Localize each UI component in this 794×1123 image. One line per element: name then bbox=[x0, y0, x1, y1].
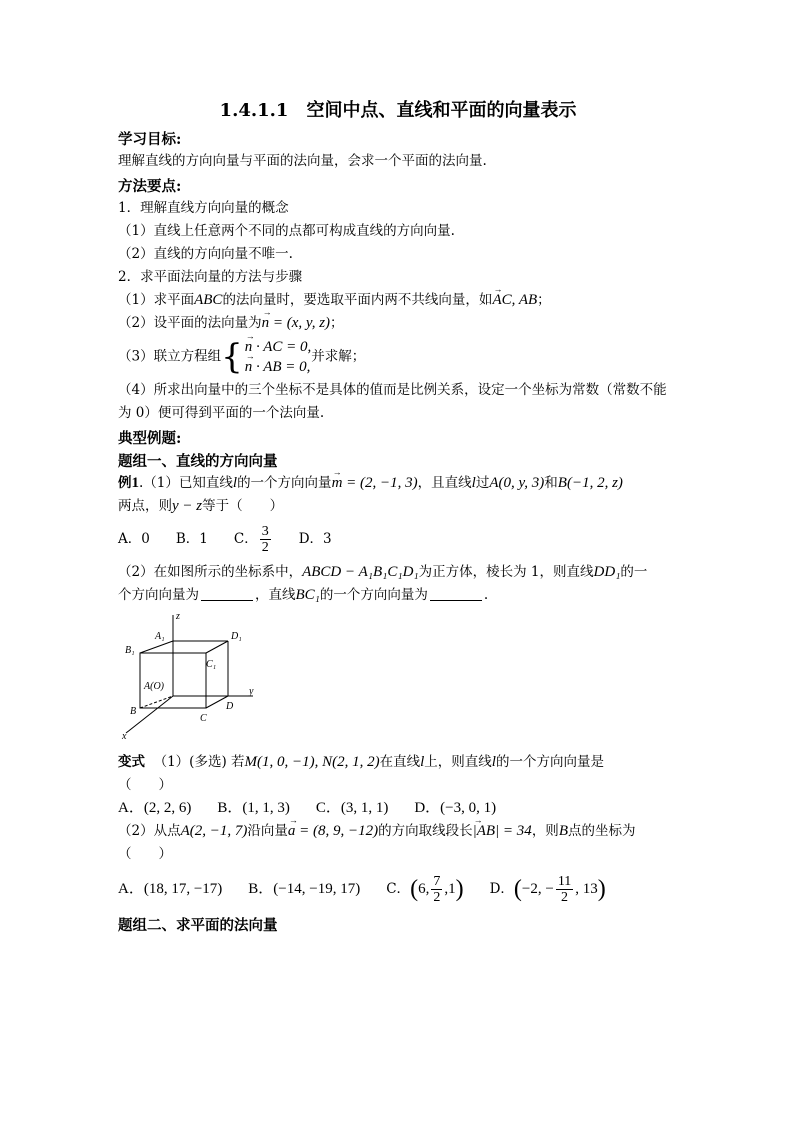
answer-blank-1[interactable] bbox=[201, 600, 253, 601]
label-y: y bbox=[249, 686, 254, 697]
group-1-heading: 题组一、直线的方向向量 bbox=[118, 453, 278, 470]
example-1-line-1: 例1.（1）已知直线l的一个方向向量→ m = (2, −1, 3)，且直线l过A(0, y, 3)和B(−1, 2, z) bbox=[118, 472, 678, 495]
step-3: （3）联立方程组 { → n · AC = 0, → n · AB = 0, 并求解； bbox=[118, 335, 678, 379]
equation-system: { → n · AC = 0, → n · AB = 0, bbox=[221, 337, 311, 377]
option-d: D．(−3, 0, 1) bbox=[414, 800, 497, 816]
option-d: D．3 bbox=[298, 531, 332, 547]
label-x: x bbox=[122, 731, 127, 741]
option-c: C． $\frac{3}{2}$ bbox=[233, 524, 269, 555]
label-a1: A₁ bbox=[155, 631, 165, 642]
example-1-line-2: 两点，则y − z等于（ ） bbox=[118, 498, 284, 514]
label-a-origin: A(O) bbox=[144, 681, 164, 692]
step-1: （1）求平面ABC的法向量时，要选取平面内两不共线向量，如→ AC, AB； bbox=[118, 289, 678, 312]
option-a: A．(2, 2, 6) bbox=[118, 800, 192, 816]
section-examples-heading: 典型例题: bbox=[118, 430, 182, 447]
label-c1: C₁ bbox=[206, 659, 217, 670]
normal-vector-expr: → n = (x, y, z) bbox=[262, 312, 330, 335]
step-2: （2）设平面的法向量为→ n = (x, y, z)； bbox=[118, 312, 678, 335]
option-b: B．1 bbox=[175, 531, 208, 547]
step-4: （4）所求出向量中的三个坐标不是具体的值而是比例关系，设定一个坐标为常数（常数不能为 0）便可得到平面的一个法向量. bbox=[118, 382, 667, 421]
section-goal-heading: 学习目标: bbox=[118, 131, 182, 148]
cube-figure bbox=[118, 611, 268, 741]
label-d1: D₁ bbox=[231, 631, 242, 642]
variant-2-line-1: （2）从点A(2, −1, 7)沿向量→ a = (8, 9, −12)的方向取线段长→ |AB| = 34，则B点的坐标为 bbox=[118, 820, 678, 843]
vectors-ac-ab: → AC, AB bbox=[492, 289, 537, 312]
label-b1: B₁ bbox=[125, 645, 135, 656]
variant-1-paren: （ ） bbox=[118, 777, 172, 793]
answer-blank-2[interactable] bbox=[430, 600, 482, 601]
label-b: B bbox=[130, 706, 137, 717]
left-brace-icon: { bbox=[221, 337, 243, 377]
option-c: C．(3, 1, 1) bbox=[315, 800, 389, 816]
option-a: A．(18, 17, −17) bbox=[118, 881, 223, 897]
group-2-heading: 题组二、求平面的法向量 bbox=[118, 917, 278, 934]
label-d: D bbox=[226, 701, 234, 712]
variant-1-line-1: 变式 （1）(多选) 若M(1, 0, −1), N(2, 1, 2)在直线l上，则直线l的一个方向向量是 bbox=[118, 754, 604, 770]
section-method-heading: 方法要点: bbox=[118, 178, 182, 195]
goal-text: 理解直线的方向向量与平面的法向量，会求一个平面的法向量. bbox=[118, 153, 487, 169]
option-c: C．(6, $\frac{7}{2}$ ,1) bbox=[386, 874, 464, 905]
page-title: 1.4.1.1 空间中点、直线和平面的向量表示 bbox=[219, 100, 577, 121]
method-item-2: 2．求平面法向量的方法与步骤 bbox=[118, 269, 303, 285]
label-z: z bbox=[176, 611, 180, 622]
method-item-1: 1．理解直线方向向量的概念 bbox=[118, 200, 289, 216]
option-b: B．(−14, −19, 17) bbox=[248, 881, 361, 897]
method-item-1b: （2）直线的方向向量不唯一. bbox=[118, 246, 293, 262]
example-1-options bbox=[118, 524, 678, 555]
variant-2-options bbox=[118, 872, 678, 906]
variant-2-paren: （ ） bbox=[118, 846, 172, 862]
example-2-line-2: 个方向向量为 ，直线BC₁的一个方向向量为 . bbox=[118, 587, 489, 603]
option-b: B．(1, 1, 3) bbox=[217, 800, 290, 816]
document-page bbox=[118, 96, 678, 936]
method-item-1a: （1）直线上任意两个不同的点都可构成直线的方向向量. bbox=[118, 223, 455, 239]
label-c: C bbox=[200, 713, 207, 724]
option-a: A．0 bbox=[118, 531, 150, 547]
example-2-line-1: （2）在如图所示的坐标系中，ABCD − A₁B₁C₁D₁为正方体，棱长为 1，则直线DD₁的一 bbox=[118, 564, 648, 580]
variant-1-options bbox=[118, 797, 678, 820]
option-d: D．(−2, − $\frac{11}{2}$ , 13) bbox=[489, 874, 606, 905]
